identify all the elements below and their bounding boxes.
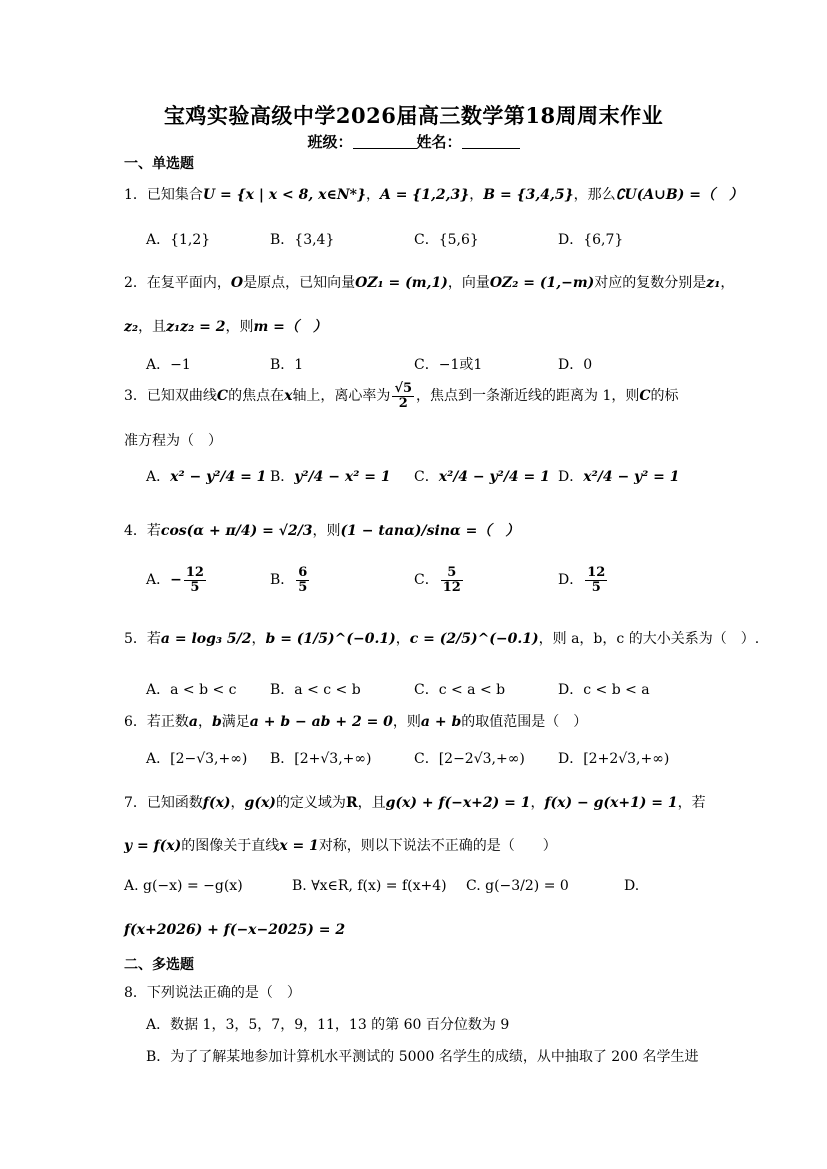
- q1-option-d: D．{6,7}: [558, 232, 624, 248]
- name-label: 姓名：: [416, 133, 462, 151]
- q4-option-c: C． $\frac{5}{12}$: [414, 565, 461, 595]
- q6-option-c: C．[2−2√3,+∞): [414, 751, 525, 767]
- eccentricity-fraction: $\frac{√5}{2}$: [394, 381, 413, 411]
- q7-stem-line1: 7．已知函数f(x)，g(x)的定义域为R，且g(x) + f(−x+2) = 1，f(x) − g(x+1) = 1，若: [124, 795, 706, 811]
- q1-option-a: A．{1,2}: [146, 232, 211, 248]
- q6-option-b: B．[2+√3,+∞): [270, 751, 372, 767]
- q7-option-b: B. ∀x∈R, f(x) = f(x+4): [292, 878, 447, 894]
- q2-option-a: A．−1: [146, 357, 191, 373]
- q3-option-d: D．x²/4 − y² = 1: [558, 469, 680, 485]
- q1-option-c: C．{5,6}: [414, 232, 479, 248]
- q7-option-c: C. g(−3/2) = 0: [466, 878, 569, 894]
- q5-option-a: A．a < b < c: [146, 682, 237, 698]
- q2-option-b: B．1: [270, 357, 304, 373]
- q8-option-a: A．数据 1，3，5，7，9，11，13 的第 60 百分位数为 9: [146, 1017, 510, 1033]
- q6-option-d: D．[2+2√3,+∞): [558, 751, 670, 767]
- q1-option-b: B．{3,4}: [270, 232, 335, 248]
- q4-option-b: B． $\frac{6}{5}$: [270, 565, 308, 595]
- q4-option-d: D． $\frac{12}{5}$: [558, 565, 606, 595]
- q2-option-c: C．−1或1: [414, 357, 483, 373]
- q2-option-d: D．0: [558, 357, 593, 373]
- q5-option-d: D．c < b < a: [558, 682, 650, 698]
- q7-option-d-expr: f(x+2026) + f(−x−2025) = 2: [124, 922, 346, 938]
- q2-stem-line1: 2．在复平面内，O是原点，已知向量OZ₁ = (m,1)，向量OZ₂ = (1,−m)对应的复数分别是z₁，: [124, 275, 735, 291]
- student-info-line: [0, 131, 827, 152]
- class-blank: [353, 134, 417, 149]
- q1-stem: 1．已知集合U = {x | x < 8, x∈N*}，A = {1,2,3}，B = {3,4,5}，那么∁U(A∪B) =（ ）: [124, 187, 743, 203]
- q8-stem: 8．下列说法正确的是（ ）: [124, 985, 301, 1001]
- q5-option-b: B．a < c < b: [270, 682, 361, 698]
- q3-stem-line1: 3．已知双曲线C的焦点在x轴上，离心率为 $\frac{√5}{2}$ ，焦点到一条渐近线的距离为 1，则C的标: [124, 381, 679, 411]
- q3-option-c: C．x²/4 − y²/4 = 1: [414, 469, 550, 485]
- class-label: 班级：: [307, 133, 353, 151]
- page-title: 宝鸡实验高级中学2026届高三数学第18周周末作业: [163, 103, 664, 128]
- q3-option-a: A．x² − y²/4 = 1: [146, 469, 267, 485]
- q4-stem: 4．若cos(α + π/4) = √2/3，则(1 − tanα)/sinα =（ ）: [124, 523, 520, 539]
- q7-stem-line2: y = f(x)的图像关于直线x = 1对称，则以下说法不正确的是（ ）: [124, 838, 557, 854]
- q5-stem: 5．若a = log₃ 5/2，b = (1/5)^(−0.1)，c = (2/5)^(−0.1)，则 a，b，c 的大小关系为（ ）.: [124, 631, 760, 647]
- q3-option-b: B．y²/4 − x² = 1: [270, 469, 391, 485]
- q6-option-a: A．[2−√3,+∞): [146, 751, 248, 767]
- q7-option-a: A. g(−x) = −g(x): [124, 878, 243, 894]
- q4-option-a: A．− $\frac{12}{5}$: [146, 565, 204, 595]
- name-blank: [462, 134, 520, 149]
- q6-stem: 6．若正数a，b满足a + b − ab + 2 = 0，则a + b的取值范围是（ ）: [124, 714, 588, 730]
- q5-option-c: C．c < a < b: [414, 682, 506, 698]
- q2-stem-line2: z₂，且z₁z₂ = 2，则m =（ ）: [124, 319, 327, 335]
- q3-stem-line2: 准方程为（ ）: [124, 433, 222, 449]
- q8-option-b: B．为了了解某地参加计算机水平测试的 5000 名学生的成绩，从中抽取了 200 名学生进: [146, 1049, 699, 1065]
- section-multiple-choice: 二、多选题: [124, 957, 194, 973]
- q7-option-d: D.: [624, 878, 640, 894]
- section-single-choice: 一、单选题: [124, 156, 194, 172]
